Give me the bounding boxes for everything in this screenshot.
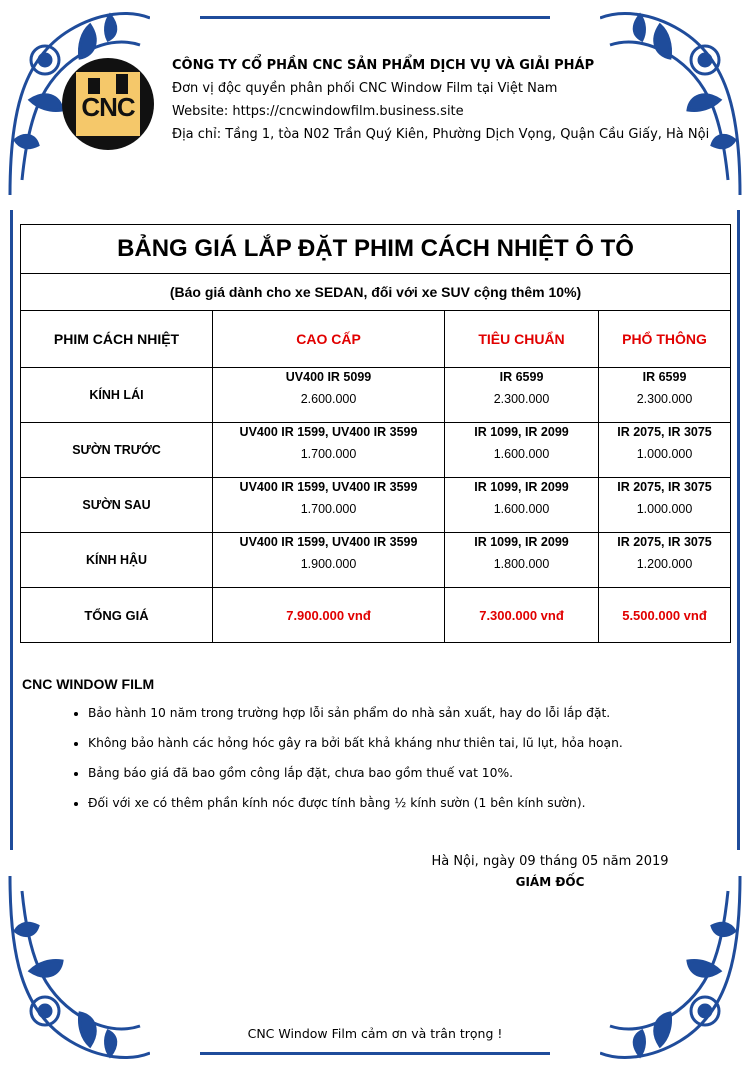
table-cell — [445, 368, 599, 423]
film-code: UV400 IR 1599, UV400 IR 3599 — [239, 425, 418, 439]
table-row — [21, 368, 731, 423]
total-label: TỔNG GIÁ — [21, 588, 213, 643]
price-table — [20, 224, 731, 643]
table-cell — [445, 478, 599, 533]
company-header — [60, 50, 710, 170]
logo-bar-right — [116, 74, 128, 94]
price: 1.000.000 — [636, 447, 693, 461]
total-row — [21, 588, 731, 643]
film-code: IR 1099, IR 2099 — [474, 535, 569, 549]
table-cell — [213, 533, 445, 588]
table-subtitle: (Báo giá dành cho xe SEDAN, đối với xe SUV cộng thêm 10%) — [21, 274, 731, 311]
table-cell — [445, 423, 599, 478]
signoff — [420, 852, 680, 892]
price: 1.700.000 — [300, 502, 357, 516]
film-code: IR 6599 — [499, 370, 544, 384]
price: 1.700.000 — [300, 447, 357, 461]
table-row — [21, 423, 731, 478]
table-cell — [213, 478, 445, 533]
top-border-line — [200, 16, 550, 19]
footer-text: CNC Window Film cảm ơn và trân trọng ! — [247, 1026, 503, 1041]
price: 1.000.000 — [636, 502, 693, 516]
price: 1.600.000 — [493, 502, 550, 516]
company-website[interactable]: Website: https://cncwindowfilm.business.site — [172, 104, 464, 119]
table-row — [21, 478, 731, 533]
table-cell — [445, 533, 599, 588]
company-name: CÔNG TY CỔ PHẦN CNC SẢN PHẨM DỊCH VỤ VÀ GIẢI PHÁP — [172, 58, 595, 73]
signoff-date: Hà Nội, ngày 09 tháng 05 năm 2019 — [431, 854, 669, 869]
table-title: BẢNG GIÁ LẮP ĐẶT PHIM CÁCH NHIỆT Ô TÔ — [21, 225, 731, 274]
price: 2.600.000 — [300, 392, 357, 406]
table-cell — [599, 423, 731, 478]
price: 2.300.000 — [636, 392, 693, 406]
company-logo — [62, 58, 154, 150]
bottom-border-line — [200, 1052, 550, 1055]
table-cell — [213, 368, 445, 423]
table-cell — [599, 533, 731, 588]
price: 1.900.000 — [300, 557, 357, 571]
header-basic: PHỔ THÔNG — [599, 311, 731, 368]
film-code: IR 2075, IR 3075 — [617, 480, 712, 494]
price: 1.600.000 — [493, 447, 550, 461]
company-address: Địa chỉ: Tầng 1, tòa N02 Trần Quý Kiên, Phường Dịch Vọng, Quận Cầu Giấy, Hà Nội — [172, 127, 710, 142]
left-border-line — [10, 210, 13, 850]
signoff-role: GIÁM ĐỐC — [515, 875, 585, 889]
table-header-row — [21, 311, 731, 368]
row-label: KÍNH LÁI — [21, 368, 213, 423]
film-code: UV400 IR 5099 — [285, 370, 372, 384]
header-standard: TIÊU CHUẨN — [445, 311, 599, 368]
price: 1.800.000 — [493, 557, 550, 571]
price: 1.200.000 — [636, 557, 693, 571]
table-cell — [213, 423, 445, 478]
list-item: • Bảng báo giá đã bao gồm công lắp đặt, chưa bao gồm thuế vat 10%. — [88, 762, 722, 792]
ornament-bottom-right — [600, 871, 750, 1071]
row-label: SƯỜN TRƯỚC — [21, 423, 213, 478]
row-label: SƯỜN SAU — [21, 478, 213, 533]
company-info — [172, 54, 709, 146]
list-item: • Bảo hành 10 năm trong trường hợp lỗi sản phẩm do nhà sản xuất, hay do lỗi lắp đặt. — [88, 702, 722, 732]
total-premium: 7.900.000 vnđ — [213, 588, 445, 643]
notes-section — [22, 676, 722, 822]
list-item: • Không bảo hành các hỏng hóc gây ra bởi bất khả kháng như thiên tai, lũ lụt, hỏa hoạn. — [88, 732, 722, 762]
row-label: KÍNH HẬU — [21, 533, 213, 588]
ornament-bottom-left — [0, 871, 150, 1071]
total-basic: 5.500.000 vnđ — [599, 588, 731, 643]
list-item: • Đối với xe có thêm phần kính nóc được tính bằng ½ kính sườn (1 bên kính sườn). — [88, 792, 722, 822]
header-premium: CAO CẤP — [213, 311, 445, 368]
header-film-type: PHIM CÁCH NHIỆT — [21, 311, 213, 368]
company-tagline: Đơn vị độc quyền phân phối CNC Window Film tại Việt Nam — [172, 81, 558, 96]
right-border-line — [737, 210, 740, 850]
film-code: IR 2075, IR 3075 — [617, 425, 712, 439]
table-cell — [599, 368, 731, 423]
film-code: UV400 IR 1599, UV400 IR 3599 — [239, 535, 418, 549]
notes-list — [22, 702, 722, 822]
table-row — [21, 533, 731, 588]
film-code: IR 6599 — [642, 370, 687, 384]
film-code: IR 1099, IR 2099 — [474, 480, 569, 494]
table-cell — [599, 478, 731, 533]
notes-title: CNC WINDOW FILM — [22, 676, 155, 692]
film-code: IR 1099, IR 2099 — [474, 425, 569, 439]
logo-text: CNC — [81, 92, 135, 122]
price: 2.300.000 — [493, 392, 550, 406]
film-code: UV400 IR 1599, UV400 IR 3599 — [239, 480, 418, 494]
film-code: IR 2075, IR 3075 — [617, 535, 712, 549]
total-standard: 7.300.000 vnđ — [445, 588, 599, 643]
